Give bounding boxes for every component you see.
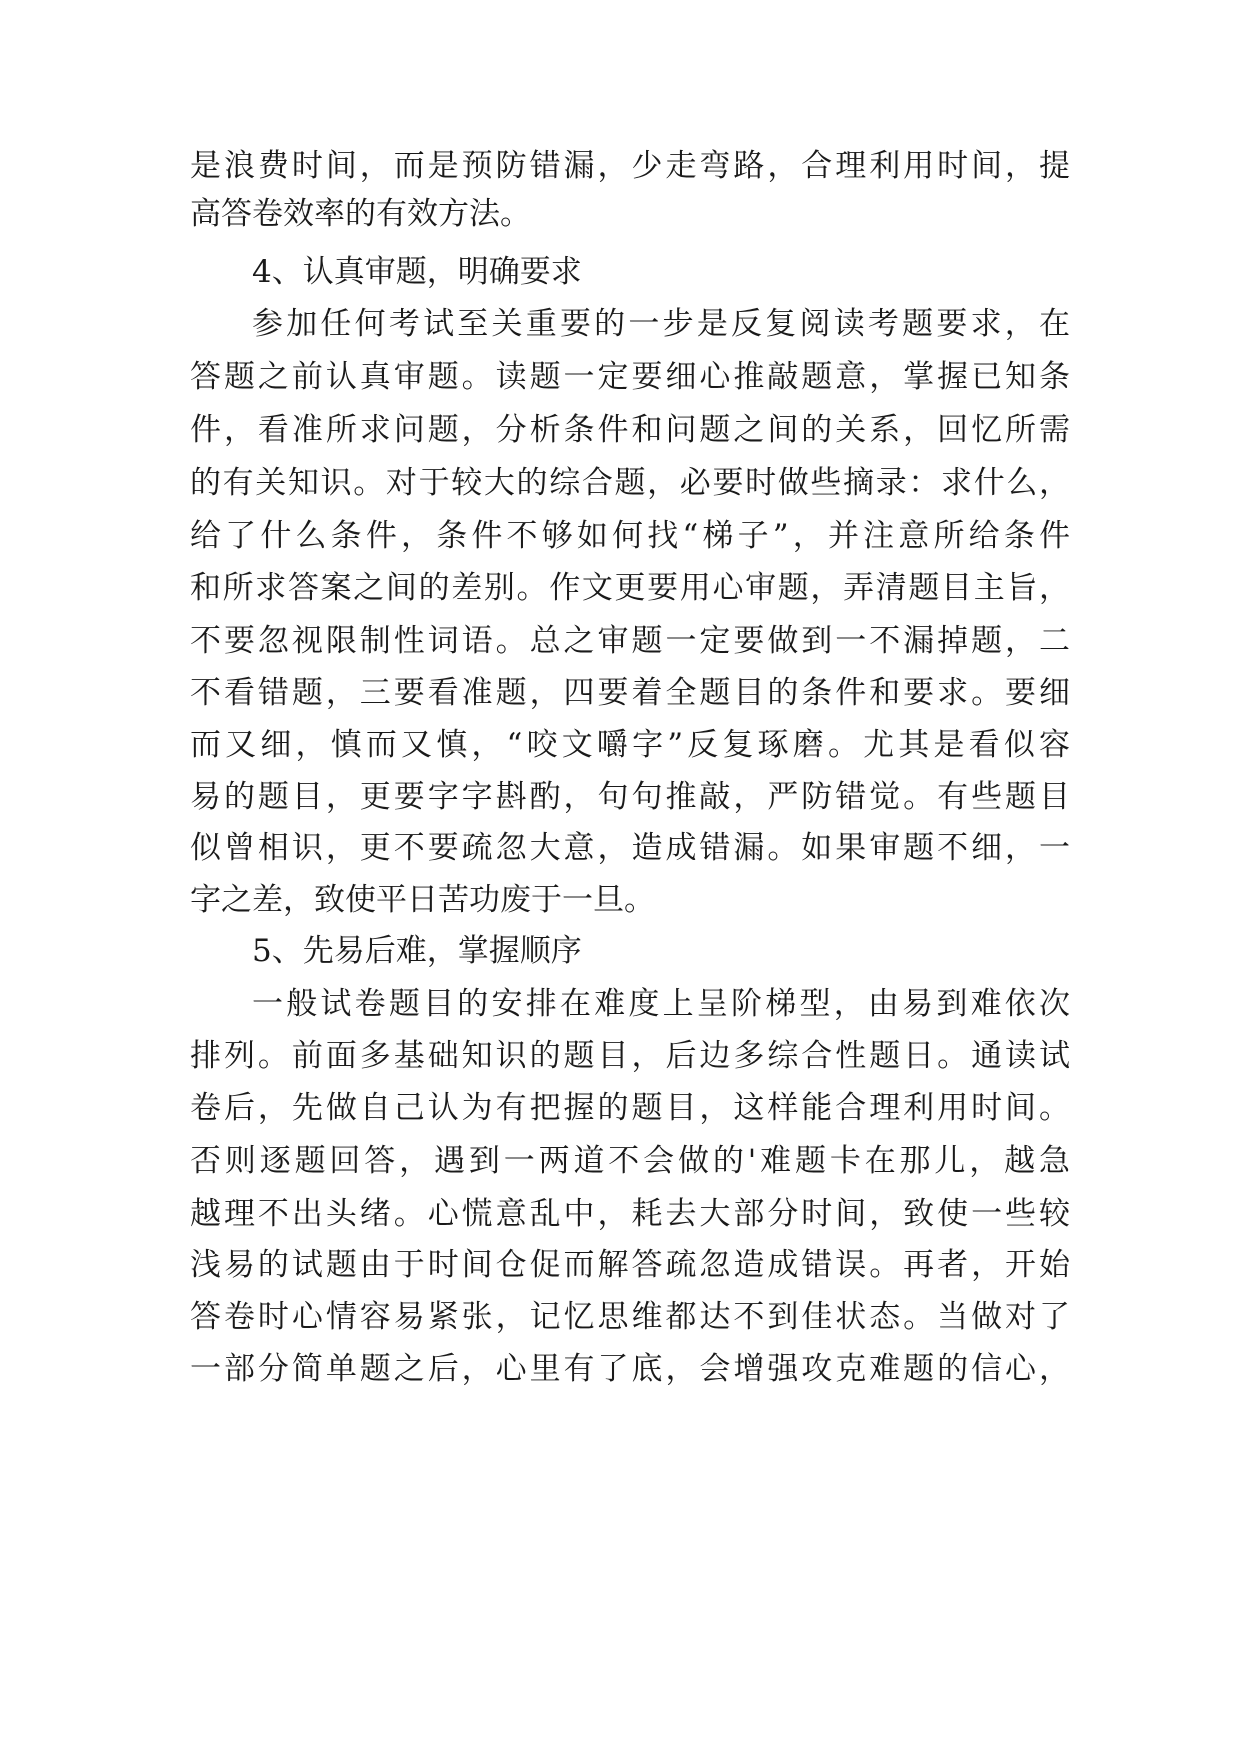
body-line: 给了什么条件，条件不够如何找“梯子”，并注意所给条件 [190, 518, 1070, 554]
body-line: 浅易的试题由于时间仓促而解答疏忽造成错误。再者，开始 [190, 1247, 1070, 1283]
body-line: 排列。前面多基础知识的题目，后边多综合性题日。通读试 [190, 1038, 1070, 1074]
body-line: 易的题目，更要字字斟酌，句句推敲，严防错觉。有些题目 [190, 779, 1070, 815]
body-line: 不看错题，三要看准题，四要着全题目的条件和要求。要细 [190, 675, 1070, 711]
body-line: 卷后，先做自己认为有把握的题目，这样能合理利用时间。 [190, 1090, 1070, 1126]
body-line: 高答卷效率的有效方法。 [190, 196, 531, 232]
section-heading: 4、认真审题，明确要求 [252, 254, 582, 290]
body-line: 答卷时心情容易紧张，记忆思维都达不到佳状态。当做对了 [190, 1299, 1070, 1335]
paragraph-first-line: 参加任何考试至关重要的一步是反复阅读考题要求，在 [252, 306, 1070, 342]
body-line: 而又细，慎而又慎，“咬文嚼字”反复琢磨。尤其是看似容 [190, 727, 1070, 763]
body-line: 似曾相识，更不要疏忽大意，造成错漏。如果审题不细，一 [190, 830, 1070, 866]
body-line: 和所求答案之间的差别。作文更要用心审题，弄清题目主旨， [190, 570, 1070, 606]
body-line: 越理不出头绪。心慌意乱中，耗去大部分时间，致使一些较 [190, 1196, 1070, 1232]
section-heading: 5、先易后难，掌握顺序 [252, 933, 582, 969]
body-line: 件，看准所求问题，分析条件和问题之间的关系，回忆所需 [190, 412, 1070, 448]
body-line: 不要忽视限制性词语。总之审题一定要做到一不漏掉题，二 [190, 623, 1070, 659]
body-line: 的有关知识。对于较大的综合题，必要时做些摘录：求什么， [190, 465, 1070, 501]
body-line: 一部分简单题之后，心里有了底，会增强攻克难题的信心， [190, 1351, 1070, 1387]
body-line: 否则逐题回答，遇到一两道不会做的'难题卡在那儿，越急 [190, 1143, 1070, 1179]
body-line: 是浪费时间，而是预防错漏，少走弯路，合理利用时间，提 [190, 148, 1070, 184]
body-line: 字之差，致使平日苦功废于一旦。 [190, 882, 655, 918]
paragraph-first-line: 一般试卷题目的安排在难度上呈阶梯型，由易到难依次 [252, 986, 1070, 1022]
body-line: 答题之前认真审题。读题一定要细心推敲题意，掌握已知条 [190, 359, 1070, 395]
